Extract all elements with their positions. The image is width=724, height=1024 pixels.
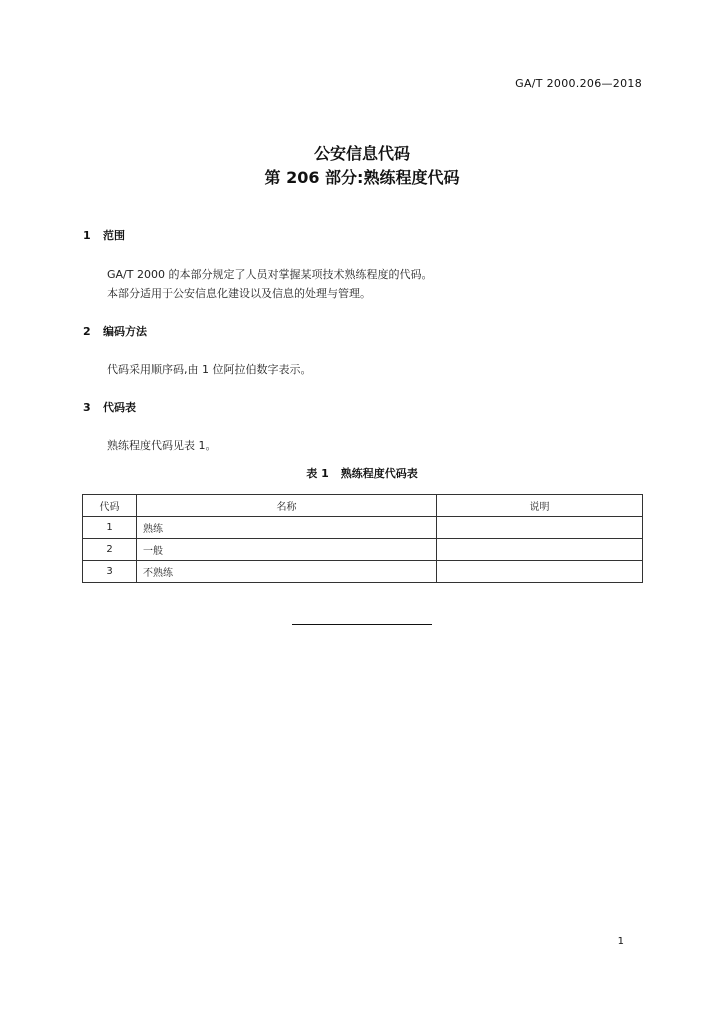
proficiency-code-table — [82, 494, 643, 583]
table-row — [83, 539, 643, 561]
cell-note — [437, 539, 643, 561]
section-number: 3 — [83, 401, 91, 414]
cell-name: 一般 — [137, 539, 437, 561]
cell-note — [437, 561, 643, 583]
paragraph: 本部分适用于公安信息化建设以及信息的处理与管理。 — [107, 287, 371, 300]
table-caption-title: 熟练程度代码表 — [340, 467, 418, 480]
table-row — [83, 561, 643, 583]
cell-name: 不熟练 — [137, 561, 437, 583]
end-rule-divider — [292, 624, 432, 625]
header-note: 说明 — [437, 495, 643, 517]
table-caption-number: 表 1 — [306, 467, 329, 480]
section-title: 代码表 — [103, 401, 136, 414]
section-heading-scope — [83, 227, 125, 243]
document-title: 公安信息代码 — [313, 144, 410, 163]
section-heading-coding-method — [83, 323, 147, 339]
cell-code: 3 — [83, 561, 137, 583]
section-title: 编码方法 — [103, 325, 147, 338]
table-caption — [0, 465, 724, 481]
document-subtitle: 第 206 部分:熟练程度代码 — [264, 168, 460, 187]
header-name: 名称 — [137, 495, 437, 517]
cell-code: 2 — [83, 539, 137, 561]
table-row — [83, 517, 643, 539]
paragraph: GA/T 2000 的本部分规定了人员对掌握某项技术熟练程度的代码。 — [107, 268, 433, 281]
section-heading-code-table — [83, 399, 136, 415]
section-title: 范围 — [103, 229, 125, 242]
page-number: 1 — [617, 936, 624, 947]
cell-note — [437, 517, 643, 539]
table-header-row — [83, 495, 643, 517]
paragraph: 代码采用顺序码,由 1 位阿拉伯数字表示。 — [107, 363, 312, 376]
cell-name: 熟练 — [137, 517, 437, 539]
cell-code: 1 — [83, 517, 137, 539]
section-number: 1 — [83, 229, 91, 242]
section-number: 2 — [83, 325, 91, 338]
header-code: 代码 — [83, 495, 137, 517]
paragraph: 熟练程度代码见表 1。 — [107, 439, 217, 452]
standard-code: GA/T 2000.206—2018 — [515, 77, 642, 90]
